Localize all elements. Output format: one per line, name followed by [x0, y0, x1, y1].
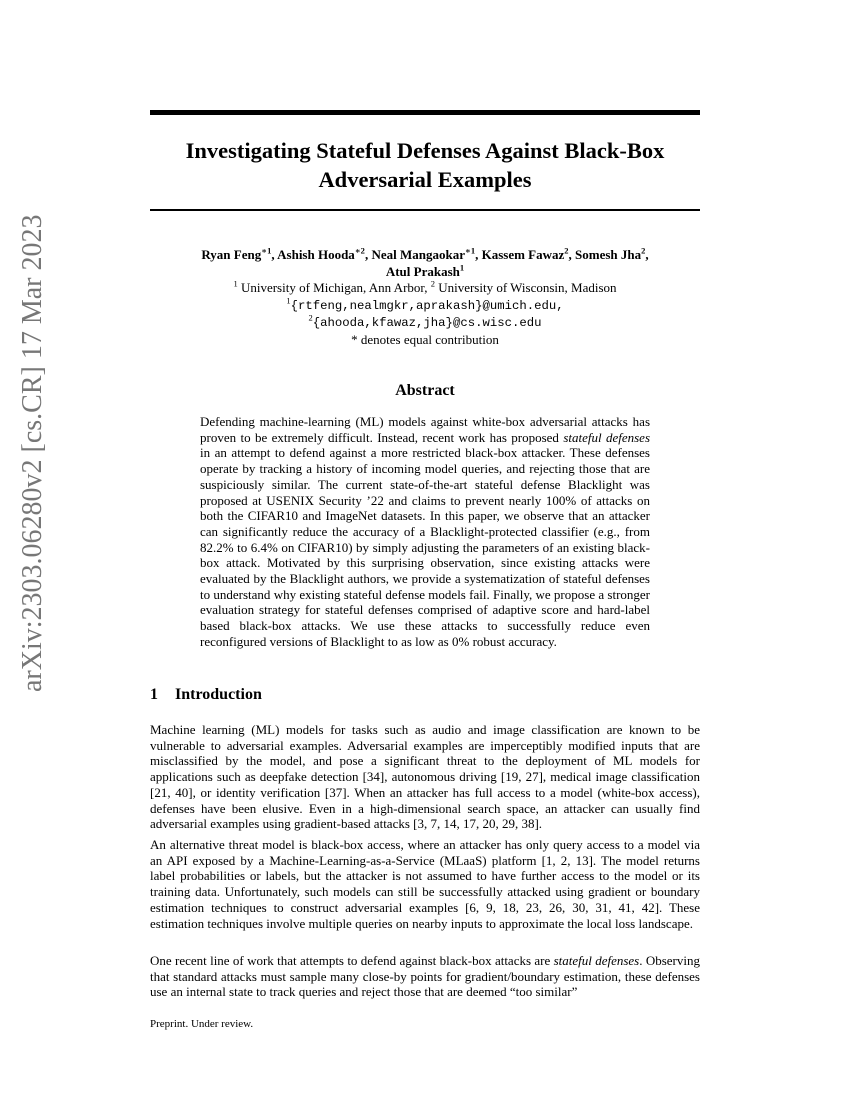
abstract-body	[200, 414, 650, 650]
abstract-text: Defending machine-learning (ML) models against white-box adversarial attacks has proven to be extremely difficult. Instead, recent work has proposed	[200, 414, 650, 445]
paragraph-emphasis: stateful defenses	[553, 953, 640, 968]
paragraph-text: . Observing that standard attacks must sample many close-by points for gradient/boundary estimation, these defenses use an internal state to track queries and reject those that are deemed “too similar”	[150, 953, 700, 1000]
author-name: Neal Mangaokar	[371, 247, 465, 262]
affil-mark: 2	[308, 312, 313, 323]
section-heading	[150, 686, 262, 704]
arxiv-watermark	[17, 214, 48, 692]
abstract-emphasis: stateful defenses	[563, 429, 650, 445]
paper-title	[150, 136, 700, 194]
author-name: Somesh Jha	[575, 247, 642, 262]
author-affil-mark: ∗1	[464, 245, 476, 256]
affiliations	[150, 280, 700, 297]
abstract-text: in an attempt to defend against a more restricted black-box attacker. These defenses operate by tracking a history of incoming model queries, and rejecting those that are suspiciously similar. The current state-of-the-art stateful defense Blacklight was proposed at USENIX Security ’22 and claims to prevent nearly 100% of attacks on both the CIFAR10 and ImageNet datasets. In this paper, we observe that an attacker can significantly reduce the accuracy of a Blacklight-protected classifier (e.g., from 82.2% to 6.4% on CIFAR10) by simply adjusting the parameters of an existing black-box attack. Motivated by this surprising observation, since existing attacks were evaluated by the Blacklight authors, we provide a systematization of stateful defenses to understand why existing stateful defense models fail. Finally, we propose a stronger evaluation strategy for stateful defenses comprised of adaptive score and hard-label based black-box attacks. We use these attacks to successfully reduce even reconfigured versions of Blacklight to as low as 0% robust accuracy.	[200, 445, 650, 649]
title-line-1: Investigating Stateful Defenses Against Black-Box	[185, 138, 665, 163]
paragraph-text: One recent line of work that attempts to defend against black-box attacks are	[150, 953, 554, 968]
title-bottom-rule	[150, 209, 700, 211]
footer-note: Preprint. Under review.	[150, 1018, 254, 1030]
title-line-2: Adversarial Examples	[318, 167, 532, 192]
section-number: 1	[150, 686, 158, 703]
intro-paragraph-1: Machine learning (ML) models for tasks such as audio and image classification are known to be vulnerable to adversarial examples. Adversarial examples are imperceptibly modified inputs that are misclassified by the model, and pose a significant threat to the deployment of ML models for applications such as deepfake detection [34], autonomous driving [19, 27], medical image classification [21, 40], or identity verification [37]. When an attacker has full access to a model (white-box access), defenses have been elusive. Even in a high-dimensional search space, an attacker can usually find adversarial examples using gradient-based attacks [3, 7, 14, 17, 20, 29, 38].	[150, 722, 700, 832]
intro-paragraph-3	[150, 953, 700, 1000]
author-affil-mark: ∗1	[261, 245, 272, 256]
abstract-heading: Abstract	[395, 382, 455, 399]
email-umich: {rtfeng,nealmgkr,aprakash}@umich.edu,	[290, 298, 564, 313]
arxiv-id: arXiv:2303.06280v2 [cs.CR] 17 Mar 2023	[17, 214, 48, 692]
author-affil-mark: 1	[459, 262, 465, 273]
affil-mark: 1	[233, 278, 238, 289]
author-affil-mark: 2	[641, 245, 646, 256]
author-block	[150, 247, 700, 348]
email-wisc: {ahooda,kfawaz,jha}@cs.wisc.edu	[312, 316, 542, 330]
affiliation-2: University of Wisconsin, Madison	[434, 280, 617, 295]
author-name: Atul Prakash	[385, 263, 460, 279]
equal-contribution-note: * denotes equal contribution	[351, 331, 499, 347]
author-name: Kassem Fawaz	[481, 247, 565, 262]
email-line-2	[150, 314, 700, 332]
author-name: Ryan Feng	[201, 247, 262, 262]
author-affil-mark: 2	[564, 245, 569, 256]
title-top-rule	[150, 110, 700, 115]
affil-mark: 1	[286, 295, 291, 306]
author-names: Ryan Feng$^{∗1}$, Ashish Hooda$^{∗2}$, Neal Mangaokar$^{∗1}$, Kassem Fawaz$^2$, Somesh Jha$^2$, Atul Prakash$^1$	[201, 245, 649, 279]
author-name: Ashish Hooda	[277, 247, 355, 262]
author-affil-mark: ∗2	[354, 245, 365, 256]
email-line-1	[150, 297, 700, 315]
intro-paragraph-2: An alternative threat model is black-box access, where an attacker has only query access to a model via an API exposed by a Machine-Learning-as-a-Service (MLaaS) platform [1, 2, 13]. The model returns label probabilities or labels, but the attacker is not assumed to have further access to the model or its training data. Unfortunately, such models can still be successfully attacked using gradient or boundary estimation techniques to construct adversarial examples [6, 9, 18, 23, 26, 30, 31, 41, 42]. These estimation techniques involve multiple queries on nearby inputs to approximate the local loss landscape.	[150, 837, 700, 931]
affiliation-1: University of Michigan, Ann Arbor,	[237, 280, 431, 295]
affil-mark: 2	[430, 278, 435, 289]
section-title: Introduction	[175, 686, 262, 703]
